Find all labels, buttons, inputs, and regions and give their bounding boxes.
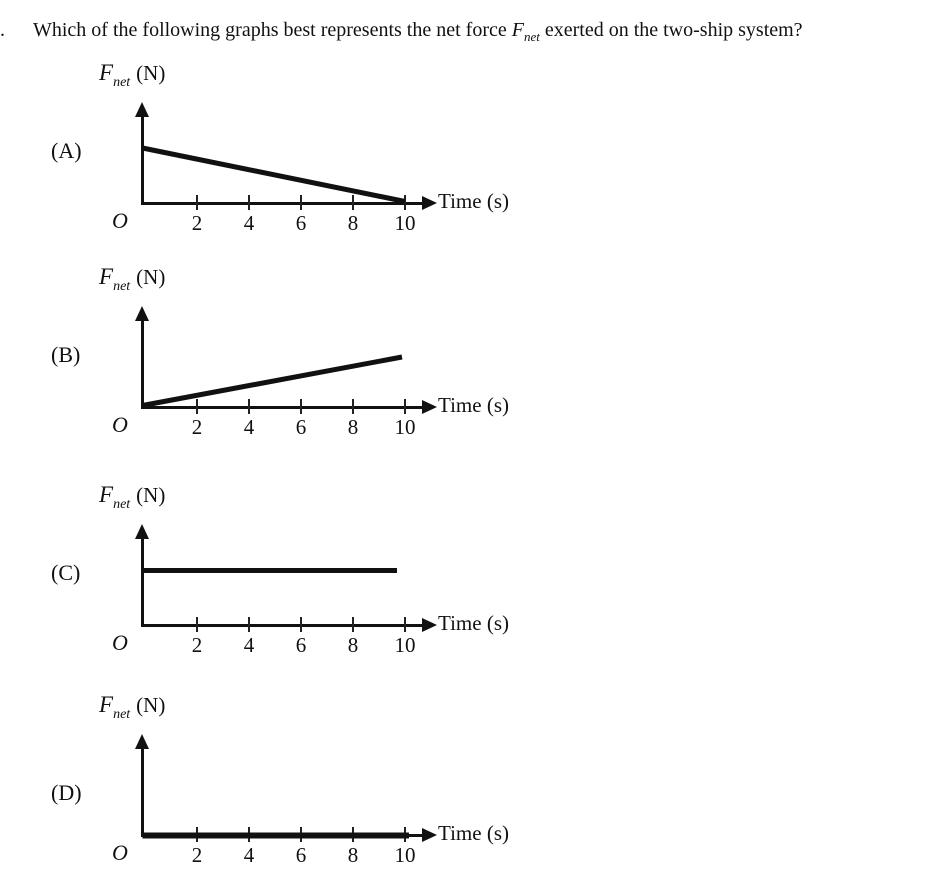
tick-label: 6 [295,415,307,439]
origin-label: O [112,840,128,865]
tick-label: 10 [394,415,416,439]
y-axis-label [99,264,165,295]
option-label-d: (D) [51,780,82,805]
x-axis-label: Time (s) [438,393,509,417]
origin-label: O [112,412,128,437]
tick-label: 10 [394,633,416,657]
question-text [0,19,938,45]
tick-label: 6 [295,211,307,235]
force-subscript: net [113,497,131,512]
data-line-svg [139,100,431,212]
option-label-a: (A) [51,138,82,163]
y-unit: (N) [136,693,166,717]
y-axis-label [99,60,165,91]
tick-label: 4 [243,843,255,867]
tick-label: 6 [295,633,307,657]
y-axis-label [99,482,165,513]
tick-label: 8 [347,843,359,867]
tick-label: 4 [243,415,255,439]
tick-label: 10 [394,211,416,235]
force-symbol: F [99,264,114,289]
question-text-before: Which of the following graphs best represents the net force [33,19,512,41]
y-axis-label [99,692,165,723]
origin-label: O [112,630,128,655]
force-symbol: F [99,60,114,85]
y-unit: (N) [136,61,166,85]
tick-label: 2 [191,211,203,235]
graph-option-a [0,60,938,250]
tick-label: 4 [243,633,255,657]
origin-label: O [112,208,128,233]
tick-label: 2 [191,415,203,439]
question-text-after: exerted on the two-ship system? [539,19,803,41]
x-axis-label: Time (s) [438,611,509,635]
tick-label: 8 [347,415,359,439]
force-subscript: net [113,75,131,90]
option-label-c: (C) [51,560,81,585]
force-symbol: F [99,482,114,507]
x-axis-label: Time (s) [438,189,509,213]
force-symbol: F [511,19,524,41]
graph-option-d [0,692,938,871]
tick-label: 8 [347,211,359,235]
force-subscript: net [113,279,131,294]
question-number-fragment: . [0,19,5,41]
force-subscript: net [113,707,131,722]
graph-option-b [0,264,938,454]
force-subscript: net [523,29,540,44]
option-label-b: (B) [51,342,81,367]
data-line [143,148,406,202]
y-unit: (N) [136,483,166,507]
force-symbol: F [99,692,114,717]
data-line [143,357,403,406]
tick-label: 2 [191,843,203,867]
y-unit: (N) [136,265,166,289]
data-line-svg [139,732,431,844]
tick-label: 8 [347,633,359,657]
data-line-svg [139,522,431,634]
tick-label: 6 [295,843,307,867]
graph-option-c [0,482,938,672]
tick-label: 10 [394,843,416,867]
data-line-svg [139,304,431,416]
tick-label: 4 [243,211,255,235]
x-axis-label: Time (s) [438,821,509,845]
tick-label: 2 [191,633,203,657]
